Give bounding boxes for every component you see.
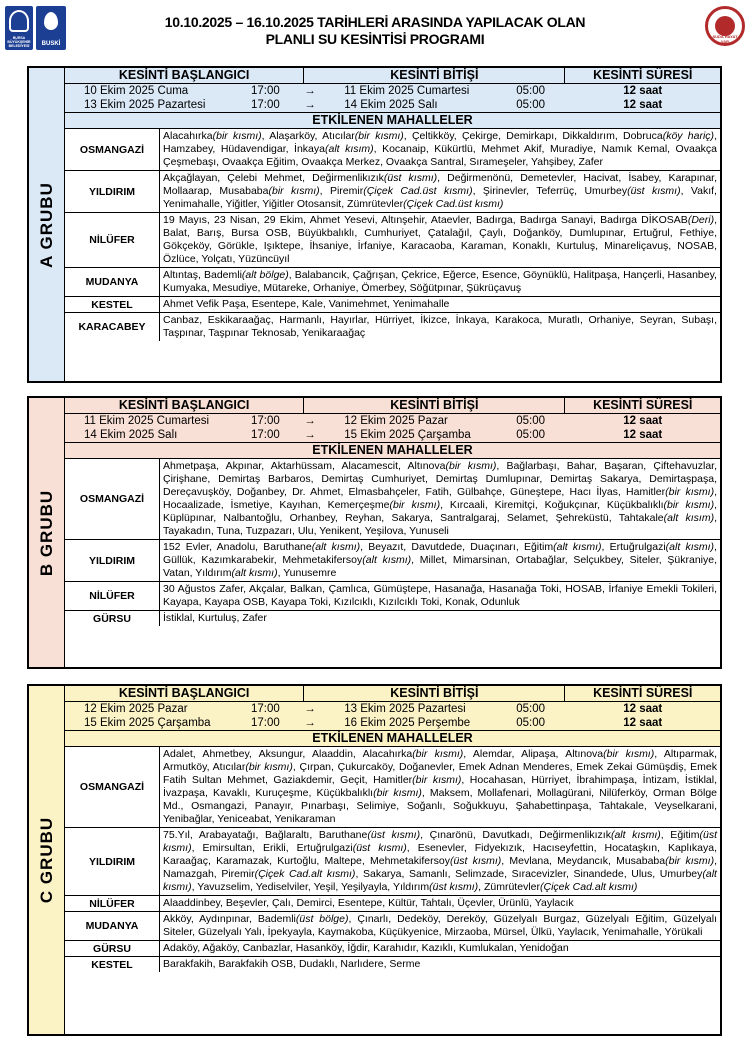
schedule-row [65,84,720,98]
start-date: 14 Ekim 2025 Salı [84,429,178,441]
neighborhood-list: 75.Yıl, Arabayatağı, Bağlaraltı, Baruthane(üst kısmı), Çınarönü, Davutkadı, Değirmenlikızık(alt kısmı), Eğitim(üst kısmı), Emirsultan, Erikli, Ertuğrulgazi(üst kısmı), Esenevler, Fidyekızık, Hacıseyfettin, Hocataşkın, Kaplıkaya, Karaağaç, Karamazak, Kurtoğlu, Maltepe, Mehmetakifersoy(üst kısmı), Mevlana, Meydancık, Musababa(bir kısmı), Namazgah, Piremir(Çiçek Cad.alt kısmı), Sakarya, Samanlı, Selimzade, Sıracevizler, Sinandede, Ulus, Umurbey(alt kısmı), Yavuzselim, Yediselviler, Yeşil, Yeşilyayla, Yıldırım(üst kısmı), Zümrütevler(Çiçek Cad.alt kısmı) [160,828,720,895]
district-row [65,912,720,941]
neighborhood-list: Adaköy, Ağaköy, Canbazlar, Hasanköy, İğdir, Karahıdır, Kazıklı, Kumlukalan, Yenidoğan [160,941,720,956]
end-time: 05:00 [516,717,546,729]
neighborhood-list: Barakfakih, Barakfakih OSB, Dudaklı, Narlıdere, Serme [160,957,720,972]
group-label: C GRUBU [29,686,65,1034]
arrow-icon: → [304,415,316,427]
title-line-2: PLANLI SU KESİNTİSİ PROGRAMI [265,31,485,47]
district-name: KESTEL [65,957,160,972]
duration: 12 saat [623,85,663,97]
district-name: NİLÜFER [65,213,160,267]
neighborhood-list: Ahmet Vefik Paşa, Esentepe, Kale, Vanimehmet, Yenimahalle [160,297,720,312]
arrow-icon: → [304,703,316,715]
affected-neighborhoods-header: ETKİLENEN MAHALLELER [65,731,720,747]
start-time: 17:00 [251,703,280,715]
column-headers [65,68,720,84]
col-start-header: KESİNTİ BAŞLANGICI [65,68,304,83]
water-drop-icon [44,12,58,30]
district-row [65,941,720,957]
neighborhood-list: Akçağlayan, Çelebi Mehmet, Değirmenlikızık(üst kısmı), Değirmenönü, Demetevler, Hacivat, İsabey, Karapınar, Mollaarap, Musababa(bir kısmı), Piremir(Çiçek Cad.üst kısmı), Şirinevler, Teferrüç, Umurbey(üst kısmı), Vakıf, Yenimahalle, Yiğitler, Yiğitler Otosansit, Zümrütevler(Çiçek Cad.üst kısmı) [160,171,720,212]
start-time: 17:00 [251,99,280,111]
seal-text: SUDA HAYAT VAR [712,34,738,44]
district-row [65,896,720,912]
seal-logo [705,6,745,46]
district-name: NİLÜFER [65,896,160,911]
district-name: YILDIRIM [65,171,160,212]
arrow-icon: → [304,429,316,441]
district-name: OSMANGAZİ [65,129,160,170]
page-header [0,0,750,58]
schedule-row [65,716,720,730]
district-name: KESTEL [65,297,160,312]
district-name: NİLÜFER [65,582,160,610]
col-start-header: KESİNTİ BAŞLANGICI [65,686,304,701]
neighborhood-list: 19 Mayıs, 23 Nisan, 29 Ekim, Ahmet Yesevi, Altınşehir, Ataevler, Badırga, Badırga Sanayi, Badırga DİKOSAB(Deri), Balat, Barış, Bursa OSB, Büyükbalıklı, Cumhuriyet, Çatalağıl, Çaylı, Doğanköy, Dumlupınar, Ertuğrul, Fethiye, Gökçeköy, Görükle, Işıktepe, İhsaniye, İrfaniye, Karacaoba, Karaman, Konaklı, Kurtuluş, Minareliçavuş, NOSAB, Özlüce, Yolçatı, Yüzüncüyıl [160,213,720,267]
neighborhood-list: 30 Ağustos Zafer, Akçalar, Balkan, Çamlıca, Gümüştepe, Hasanağa, Hasanağa Toki, HOSAB, İrfaniye Emekli Tokileri, Kayapa, Kayapa OSB, Kayapa Toki, Kızılcıklı, Kızılcıklı Toki, Konak, Odunluk [160,582,720,610]
end-time: 05:00 [516,99,546,111]
seal-emblem-icon [715,16,735,36]
start-date: 10 Ekim 2025 Cuma [84,85,189,97]
district-name: OSMANGAZİ [65,747,160,827]
arrow-icon: → [304,85,316,97]
district-row [65,957,720,972]
affected-neighborhoods-header: ETKİLENEN MAHALLELER [65,443,720,459]
buski-logo [36,6,66,50]
district-row [65,129,720,171]
district-row [65,582,720,611]
neighborhood-list: İstiklal, Kurtuluş, Zafer [160,611,720,626]
district-name: GÜRSU [65,611,160,626]
arrow-icon: → [304,717,316,729]
duration: 12 saat [623,429,663,441]
end-time: 05:00 [516,85,546,97]
end-time: 05:00 [516,703,546,715]
district-name: MUDANYA [65,268,160,296]
duration: 12 saat [623,415,663,427]
schedule-row [65,414,720,428]
col-end-header: KESİNTİ BİTİŞİ [304,686,565,701]
district-name: YILDIRIM [65,540,160,581]
page-title [90,14,660,48]
end-date: 14 Ekim 2025 Salı [344,99,438,111]
start-date: 13 Ekim 2025 Pazartesi [84,99,206,111]
col-end-header: KESİNTİ BİTİŞİ [304,68,565,83]
district-row [65,313,720,341]
start-date: 12 Ekim 2025 Pazar [84,703,188,715]
district-row [65,213,720,268]
duration: 12 saat [623,717,663,729]
district-name: OSMANGAZİ [65,459,160,539]
district-name: GÜRSU [65,941,160,956]
schedule-row [65,428,720,442]
neighborhood-list: Adalet, Ahmetbey, Aksungur, Alaaddin, Alacahırka(bir kısmı), Alemdar, Alipaşa, Altınova(bir kısmı), Altıparmak, Armutköy, Atıcılar(bir kısmı), Çırpan, Çukurcaköy, Doğanevler, Emek Adnan Menderes, Emek Zekai Gümüşdiş, Emek Fatih Sultan Mehmet, Gaziakdemir, Geçit, Hamitler(bir kısmı), Hocahasan, Hürriyet, İbrahimpaşa, İntizam, İstiklal, İvazpaşa, Kavaklı, Kuruçeşme, Küçükbalıklı(bir kısmı), Maksem, Mollafenari, Mollagürani, Nilüferköy, Orman Bölge Md., Osmangazi, Panayır, Pınarbaşı, Selimiye, Soğanlı, Soğukkuyu, Şahabettinpaşa, Tahtakale, Veyselkarani, Yenibağlar, Yeniceabat, Yenikaraman [160,747,720,827]
group-c [27,684,722,1036]
end-time: 05:00 [516,429,546,441]
logo-buski-text: BUSKİ [41,41,61,47]
schedule-row [65,98,720,112]
col-start-header: KESİNTİ BAŞLANGICI [65,398,304,413]
column-headers [65,686,720,702]
end-date: 16 Ekim 2025 Perşembe [344,717,471,729]
district-row [65,828,720,896]
district-name: KARACABEY [65,313,160,341]
logo-left-text: BURSA BÜYÜKŞEHİR BELEDİYESİ [7,36,31,48]
column-headers [65,398,720,414]
district-row [65,540,720,582]
district-name: MUDANYA [65,912,160,940]
col-duration-header: KESİNTİ SÜRESİ [593,398,693,412]
neighborhood-list: Canbaz, Eskikaraağaç, Harmanlı, Hayırlar, Hürriyet, İkizce, İnkaya, Karakoca, Muratlı, Orhaniye, Seyran, Subaşı, Taşpınar, Taşpınar Teknosab, Yenikaraağaç [160,313,720,341]
duration: 12 saat [623,703,663,715]
end-date: 11 Ekim 2025 Cumartesi [344,85,470,97]
bursa-municipality-logo [5,6,33,50]
end-date: 13 Ekim 2025 Pazartesi [344,703,466,715]
district-row [65,747,720,828]
arrow-icon: → [304,99,316,111]
group-a [27,66,722,383]
district-row [65,171,720,213]
col-end-header: KESİNTİ BİTİŞİ [304,398,565,413]
b-letter-icon [9,10,29,32]
neighborhood-list: Altıntaş, Bademli(alt bölge), Balabancık, Çağrışan, Çekrice, Eğerce, Esence, Göynüklü, Halitpaşa, Hançerli, Hasanbey, Kumyaka, Mesudiye, Mütareke, Orhaniye, Ömerbey, Söğütpınar, Şükrüçavuş [160,268,720,296]
group-label: B GRUBU [29,398,65,667]
start-date: 15 Ekim 2025 Çarşamba [84,717,211,729]
start-time: 17:00 [251,429,280,441]
district-row [65,459,720,540]
neighborhood-list: Ahmetpaşa, Akpınar, Aktarhüssam, Alacamescit, Altınova(bir kısmı), Bağlarbaşı, Bahar, Başaran, Çiftehavuzlar, Çirişhane, Demirtaş Barbaros, Demirtaş Cumhuriyet, Demirtaş Dumlupınar, Demirtaş Sakarya, Demirtaşpaşa, Dereçavuşköy, Doğanbey, Dr. Ahmet, Elmasbahçeler, Fatih, Gülbahçe, Güneştepe, Hacı İlyas, Hamitler(bir kısmı), Hocaalizade, İsmetiye, Kayıhan, Kemerçeşme(bir kısmı), Kırcaali, Kiremitçi, Koğukçınar, Küçükbalıklı(bir kısmı), Küplüpınar, Nalbantoğlu, Orhanbey, Reyhan, Sakarya, Santralgaraj, Selamet, Şehreküstü, Tahtakale(alt kısım), Tayakadın, Tuna, Tuzpazarı, Ulu, Yenikent, Yeşilova, Yunuseli [160,459,720,539]
duration: 12 saat [623,99,663,111]
group-b [27,396,722,669]
affected-neighborhoods-header: ETKİLENEN MAHALLELER [65,113,720,129]
start-time: 17:00 [251,85,280,97]
district-row [65,268,720,297]
start-time: 17:00 [251,415,280,427]
end-date: 15 Ekim 2025 Çarşamba [344,429,471,441]
neighborhood-list: Alacahırka(bir kısmı), Alaşarköy, Atıcılar(bir kısmı), Çeltikköy, Çekirge, Demirkapı, Dikkaldırım, Dobruca(köy hariç), Hamzabey, Hüdavendigar, İnkaya(alt kısım), Kocanaip, Kükürtlü, Mehmet Akif, Muradiye, Namık Kemal, Ovaakça Çeşmebaşı, Ovaakça Eğitim, Ovaakça Merkez, Ovaakça Santral, Sırameşeler, Yahşibey, Zafer [160,129,720,170]
start-date: 11 Ekim 2025 Cumartesi [84,415,210,427]
end-date: 12 Ekim 2025 Pazar [344,415,448,427]
district-row [65,297,720,313]
district-name: YILDIRIM [65,828,160,895]
neighborhood-list: Akköy, Aydınpınar, Bademli(üst bölge), Çınarlı, Dedeköy, Dereköy, Güzelyalı Burgaz, Güzelyalı Eğitim, Güzelyalı Siteler, Güzelyalı Yalı, İpekyayla, Kaymakoba, Küçükyenice, Mirzaoba, Mürsel, Ülkü, Yaylacık, Yenimahalle, Yörükali [160,912,720,940]
neighborhood-list: 152 Evler, Anadolu, Baruthane(alt kısmı), Beyazıt, Davutdede, Duaçınarı, Eğitim(alt kısmı), Ertuğrulgazi(alt kısmı), Güllük, Kazımkarabekir, Mehmetakifersoy(alt kısmı), Millet, Mimarsinan, Ortabağlar, Selçukbey, Siteler, Şükraniye, Vatan, Yıldırım(alt kısmı), Yunusemre [160,540,720,581]
title-line-1: 10.10.2025 – 16.10.2025 TARİHLERİ ARASINDA YAPILACAK OLAN [164,14,586,30]
neighborhood-list: Alaaddinbey, Beşevler, Çalı, Demirci, Esentepe, Kültür, Tahtalı, Üçevler, Ürünlü, Yaylacık [160,896,720,911]
end-time: 05:00 [516,415,546,427]
col-duration-header: KESİNTİ SÜRESİ [593,68,693,82]
schedule-row [65,702,720,716]
col-duration-header: KESİNTİ SÜRESİ [593,686,693,700]
district-row [65,611,720,626]
start-time: 17:00 [251,717,280,729]
group-label: A GRUBU [29,68,65,381]
